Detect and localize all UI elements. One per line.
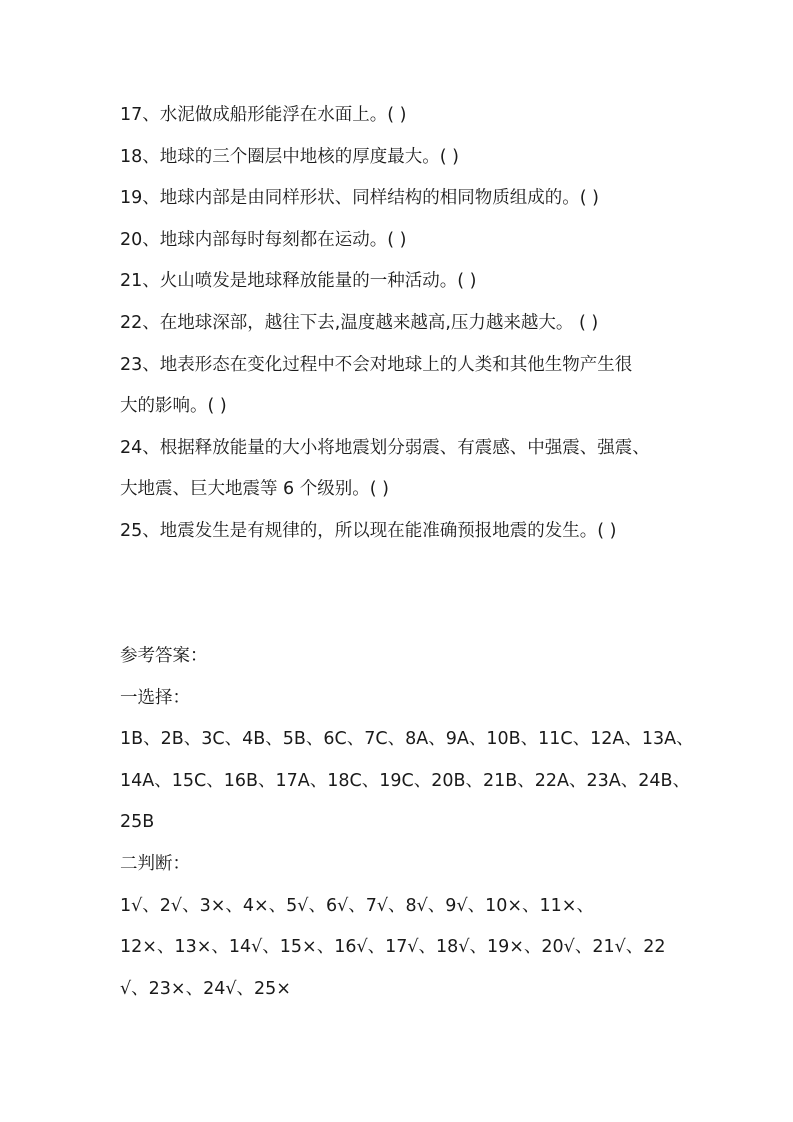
question-24-line-2: 大地震、巨大地震等 6 个级别。( ) (120, 479, 389, 500)
question-23-line-2: 大的影响。( ) (120, 396, 227, 417)
question-20: 20、地球内部每时每刻都在运动。( ) (120, 229, 407, 250)
question-17: 17、水泥做成船形能浮在水面上。( ) (120, 105, 407, 125)
question-21: 21、火山喷发是地球释放能量的一种活动。( ) (120, 271, 477, 292)
choice-answers-line-3: 25B (120, 812, 155, 833)
judgment-answers-line-3: √、23×、24√、25× (120, 978, 291, 999)
judgment-section-title: 二判断： (120, 853, 190, 874)
true-false-questions (120, 95, 680, 553)
choice-answers-line-2: 14A、15C、16B、17A、18C、19C、20B、21B、22A、23A、24B、 (120, 770, 691, 791)
judgment-answers-line-2: 12×、13×、14√、15×、16√、17√、18√、19×、20√、21√、22 (120, 937, 666, 958)
question-23-line-1: 23、地表形态在变化过程中不会对地球上的人类和其他生物产生很 (120, 354, 633, 375)
judgment-answers-line-1: 1√、2√、3×、4×、5√、6√、7√、8√、9√、10×、11×、 (120, 895, 594, 916)
choice-section-title: 一选择： (120, 687, 190, 708)
question-25: 25、地震发生是有规律的，所以现在能准确预报地震的发生。( ) (120, 520, 617, 541)
question-18: 18、地球的三个圈层中地核的厚度最大。( ) (120, 146, 459, 167)
question-22: 22、在地球深部，越往下去,温度越来越高,压力越来越大。 ( ) (120, 312, 599, 333)
answer-key-title: 参考答案： (120, 646, 208, 666)
question-24-line-1: 24、根据释放能量的大小将地震划分弱震、有震感、中强震、强震、 (120, 437, 650, 458)
answer-key (120, 636, 694, 1010)
question-19: 19、地球内部是由同样形状、同样结构的相同物质组成的。( ) (120, 188, 599, 209)
choice-answers-line-1: 1B、2B、3C、4B、5B、6C、7C、8A、9A、10B、11C、12A、13A、 (120, 729, 694, 750)
